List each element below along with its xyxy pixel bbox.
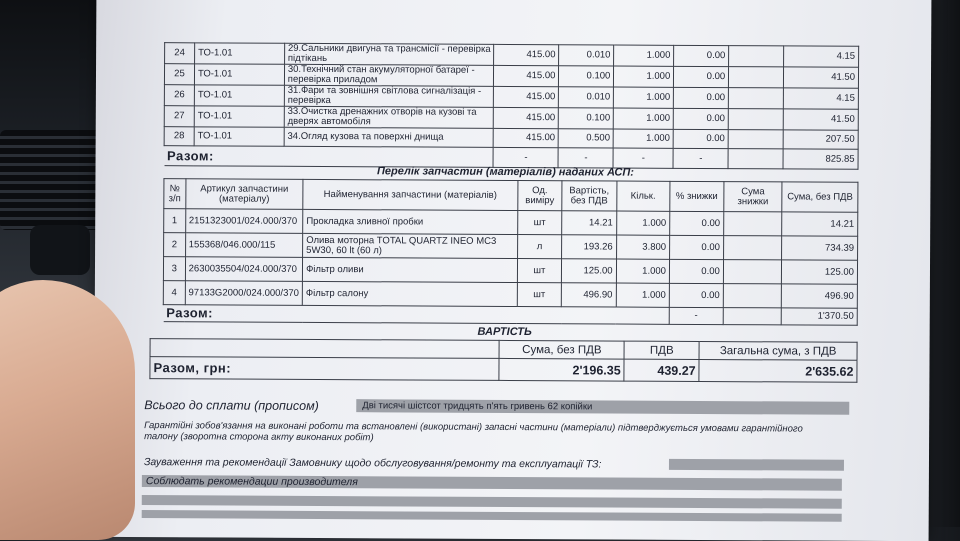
cost-header-cell: Сума, без ПДВ [499, 340, 624, 359]
works-cell-code: ТО-1.01 [194, 85, 284, 106]
empty-line-bar [142, 510, 842, 522]
works-total-dash: - [558, 148, 613, 168]
parts-cell-disc: 0.00 [669, 283, 723, 307]
works-cell-sum: 207.50 [783, 130, 858, 149]
works-total-value: 825.85 [783, 149, 858, 169]
parts-total-empty [723, 308, 782, 325]
cost-header-cell: ПДВ [624, 341, 699, 359]
thumb [0, 280, 135, 540]
parts-cell-name: Фільтр оливи [303, 257, 518, 282]
parts-caption: Перелік запчастин (матеріалів) наданих АСП: [376, 165, 634, 179]
invoice-sheet [94, 0, 932, 541]
works-cell-code: ТО-1.01 [194, 64, 284, 85]
cost-total-with-vat: 2'635.62 [699, 359, 857, 382]
works-cell-sum: 4.15 [784, 46, 859, 67]
works-cell-qty: 1.000 [614, 87, 674, 108]
parts-header-cell: Од. виміру [518, 181, 563, 211]
cost-total-label: Разом, грн: [150, 357, 500, 381]
works-cell-name: 34.Огляд кузова та поверхні днища [284, 127, 494, 147]
works-total-dash: - [494, 147, 559, 167]
parts-cell-unit: шт [517, 211, 562, 235]
parts-header-cell: № з/п [164, 179, 186, 209]
works-cell-disc: 0.00 [673, 129, 728, 148]
remarks-label: Зауваження та рекомендації Замовнику щодо обслуговування/ремонту та експлуатації ТЗ: [143, 456, 602, 471]
works-cell-hours: 0.010 [559, 87, 614, 108]
warranty-text: Гарантійні зобов'язання на виконані роботи та встановлені (використані) запасні частини (матеріали) підтверджується умовами гарантійного талону (зворотна сторона акту виконаних робіт) [144, 420, 803, 444]
control-knob [30, 225, 90, 275]
works-cell-disc: 0.00 [674, 45, 729, 66]
parts-row [164, 233, 858, 261]
parts-header-cell: Артикул запчастини (матеріалу) [185, 179, 303, 210]
works-cell-disc: 0.00 [673, 108, 728, 129]
works-cell-price: 415.00 [494, 65, 559, 86]
parts-cell-unit: шт [517, 259, 562, 283]
parts-header-cell: Вартість, без ПДВ [562, 181, 617, 211]
works-cell-sum: 41.50 [784, 67, 859, 88]
parts-header-cell: Кільк. [616, 181, 670, 211]
parts-cell-sum: 496.90 [782, 284, 858, 308]
parts-cell-price: 193.26 [562, 235, 617, 259]
works-cell-disc: 0.00 [674, 66, 729, 87]
works-cell-code: ТО-1.01 [195, 43, 285, 64]
works-cell-price: 415.00 [494, 128, 559, 147]
works-cell-name: 30.Технічний стан акумуляторної батареї - перевірка приладом [284, 64, 494, 86]
works-cell-empty [728, 109, 783, 130]
air-vent [0, 130, 110, 230]
parts-cell-art: 155368/046.000/115 [185, 233, 303, 258]
parts-total-value: 1'370.50 [782, 308, 858, 325]
works-cell-empty [728, 130, 783, 149]
cost-caption: ВАРТІСТЬ [477, 325, 532, 339]
works-cell-qty: 1.000 [614, 45, 674, 66]
parts-row [164, 209, 858, 237]
works-total-dash: - [613, 148, 673, 168]
cost-total-row [150, 357, 857, 383]
works-cell-n: 24 [165, 43, 195, 64]
parts-header-cell: Найменування запчастини (матеріалів) [303, 179, 518, 210]
parts-cell-unit: л [517, 235, 562, 259]
parts-cell-disc: 0.00 [670, 211, 724, 235]
parts-cell-qty: 1.000 [616, 211, 670, 235]
works-cell-price: 415.00 [494, 107, 559, 128]
works-cell-empty [729, 88, 784, 109]
parts-cell-qty: 1.000 [616, 259, 670, 283]
works-cell-disc: 0.00 [674, 87, 729, 108]
parts-cell-n: 4 [163, 281, 185, 305]
parts-cell-name: Фільтр салону [302, 281, 517, 306]
cost-header-cell: Загальна сума, з ПДВ [699, 341, 857, 360]
parts-row [163, 281, 857, 309]
works-cell-qty: 1.000 [613, 129, 673, 148]
parts-cell-name: Прокладка зливної пробки [303, 209, 518, 234]
cost-vat: 439.27 [624, 359, 699, 381]
advice-text: Соблюдать рекомендации производителя [145, 475, 358, 489]
works-cell-empty [729, 67, 784, 88]
works-cell-hours: 0.010 [559, 45, 614, 66]
parts-cell-art: 2151323001/024.000/370 [185, 209, 303, 234]
works-cell-price: 415.00 [494, 86, 559, 107]
parts-cell-n: 3 [163, 257, 185, 281]
parts-cell-n: 2 [164, 233, 186, 257]
cost-table [149, 338, 857, 383]
empty-line-bar [142, 495, 842, 509]
parts-cell-empty [723, 260, 782, 284]
works-cell-hours: 0.100 [559, 108, 614, 129]
works-total-empty [728, 149, 783, 169]
parts-cell-name: Олива моторна TOTAL QUARTZ INEO MC3 5W30, 60 lt (60 л) [303, 233, 518, 258]
parts-cell-empty [723, 284, 782, 308]
parts-cell-disc: 0.00 [669, 259, 723, 283]
works-cell-n: 26 [164, 85, 194, 106]
parts-row [163, 257, 857, 285]
parts-cell-empty [723, 212, 782, 236]
cost-header-empty [150, 339, 499, 359]
works-cell-name: 29.Сальники двигуна та трансмісії - перевірка підтікань [284, 43, 494, 65]
remarks-bar [669, 459, 844, 471]
parts-header-cell: Сума знижки [724, 182, 783, 212]
to-pay-label: Всього до сплати (прописом) [144, 398, 319, 413]
works-cell-sum: 41.50 [783, 109, 858, 130]
parts-cell-qty: 1.000 [616, 283, 670, 307]
cost-sum-no-vat: 2'196.35 [499, 358, 624, 381]
works-cell-n: 25 [164, 64, 194, 85]
parts-cell-unit: шт [517, 283, 562, 307]
parts-cell-n: 1 [164, 209, 186, 233]
parts-cell-empty [723, 236, 782, 260]
works-cell-hours: 0.100 [559, 66, 614, 87]
works-cell-name: 33.Очистка дренажних отворів на кузові та дверях автомобіля [284, 106, 494, 128]
invoice-paper [94, 0, 932, 541]
parts-cell-price: 125.00 [562, 259, 617, 283]
parts-total-row [163, 305, 857, 326]
works-cell-code: ТО-1.01 [194, 127, 284, 146]
parts-cell-price: 14.21 [562, 211, 617, 235]
works-cell-n: 28 [164, 127, 194, 146]
parts-cell-art: 97133G2000/024.000/370 [185, 281, 303, 306]
works-cell-hours: 0.500 [559, 129, 614, 148]
works-total-dash: - [673, 148, 728, 168]
works-cell-qty: 1.000 [614, 108, 674, 129]
parts-cell-sum: 734.39 [782, 236, 858, 260]
parts-cell-sum: 14.21 [782, 212, 858, 236]
works-cell-code: ТО-1.01 [194, 106, 284, 127]
parts-cell-qty: 3.800 [616, 235, 670, 259]
works-cell-qty: 1.000 [614, 66, 674, 87]
parts-cell-art: 2630035504/024.000/370 [185, 257, 303, 282]
works-table [164, 42, 860, 170]
to-pay-words: Дві тисячі шістсот тридцять п'ять гривень 62 копійки [362, 400, 593, 413]
works-cell-n: 27 [164, 106, 194, 127]
parts-total-dash: - [669, 307, 723, 324]
parts-header-row [164, 179, 858, 213]
works-cell-sum: 4.15 [783, 88, 858, 109]
parts-header-cell: Сума, без ПДВ [782, 182, 858, 212]
parts-cell-sum: 125.00 [782, 260, 858, 284]
works-cell-price: 415.00 [494, 44, 559, 65]
works-total-label: Разом: [164, 146, 494, 168]
parts-total-label: Разом: [163, 305, 669, 325]
parts-header-cell: % знижки [670, 181, 724, 211]
works-cell-name: 31.Фари та зовнішня світлова сигналізація - перевірка [284, 85, 494, 107]
parts-table [163, 178, 859, 326]
parts-cell-price: 496.90 [561, 283, 616, 307]
works-cell-empty [729, 46, 784, 67]
parts-cell-disc: 0.00 [670, 235, 724, 259]
